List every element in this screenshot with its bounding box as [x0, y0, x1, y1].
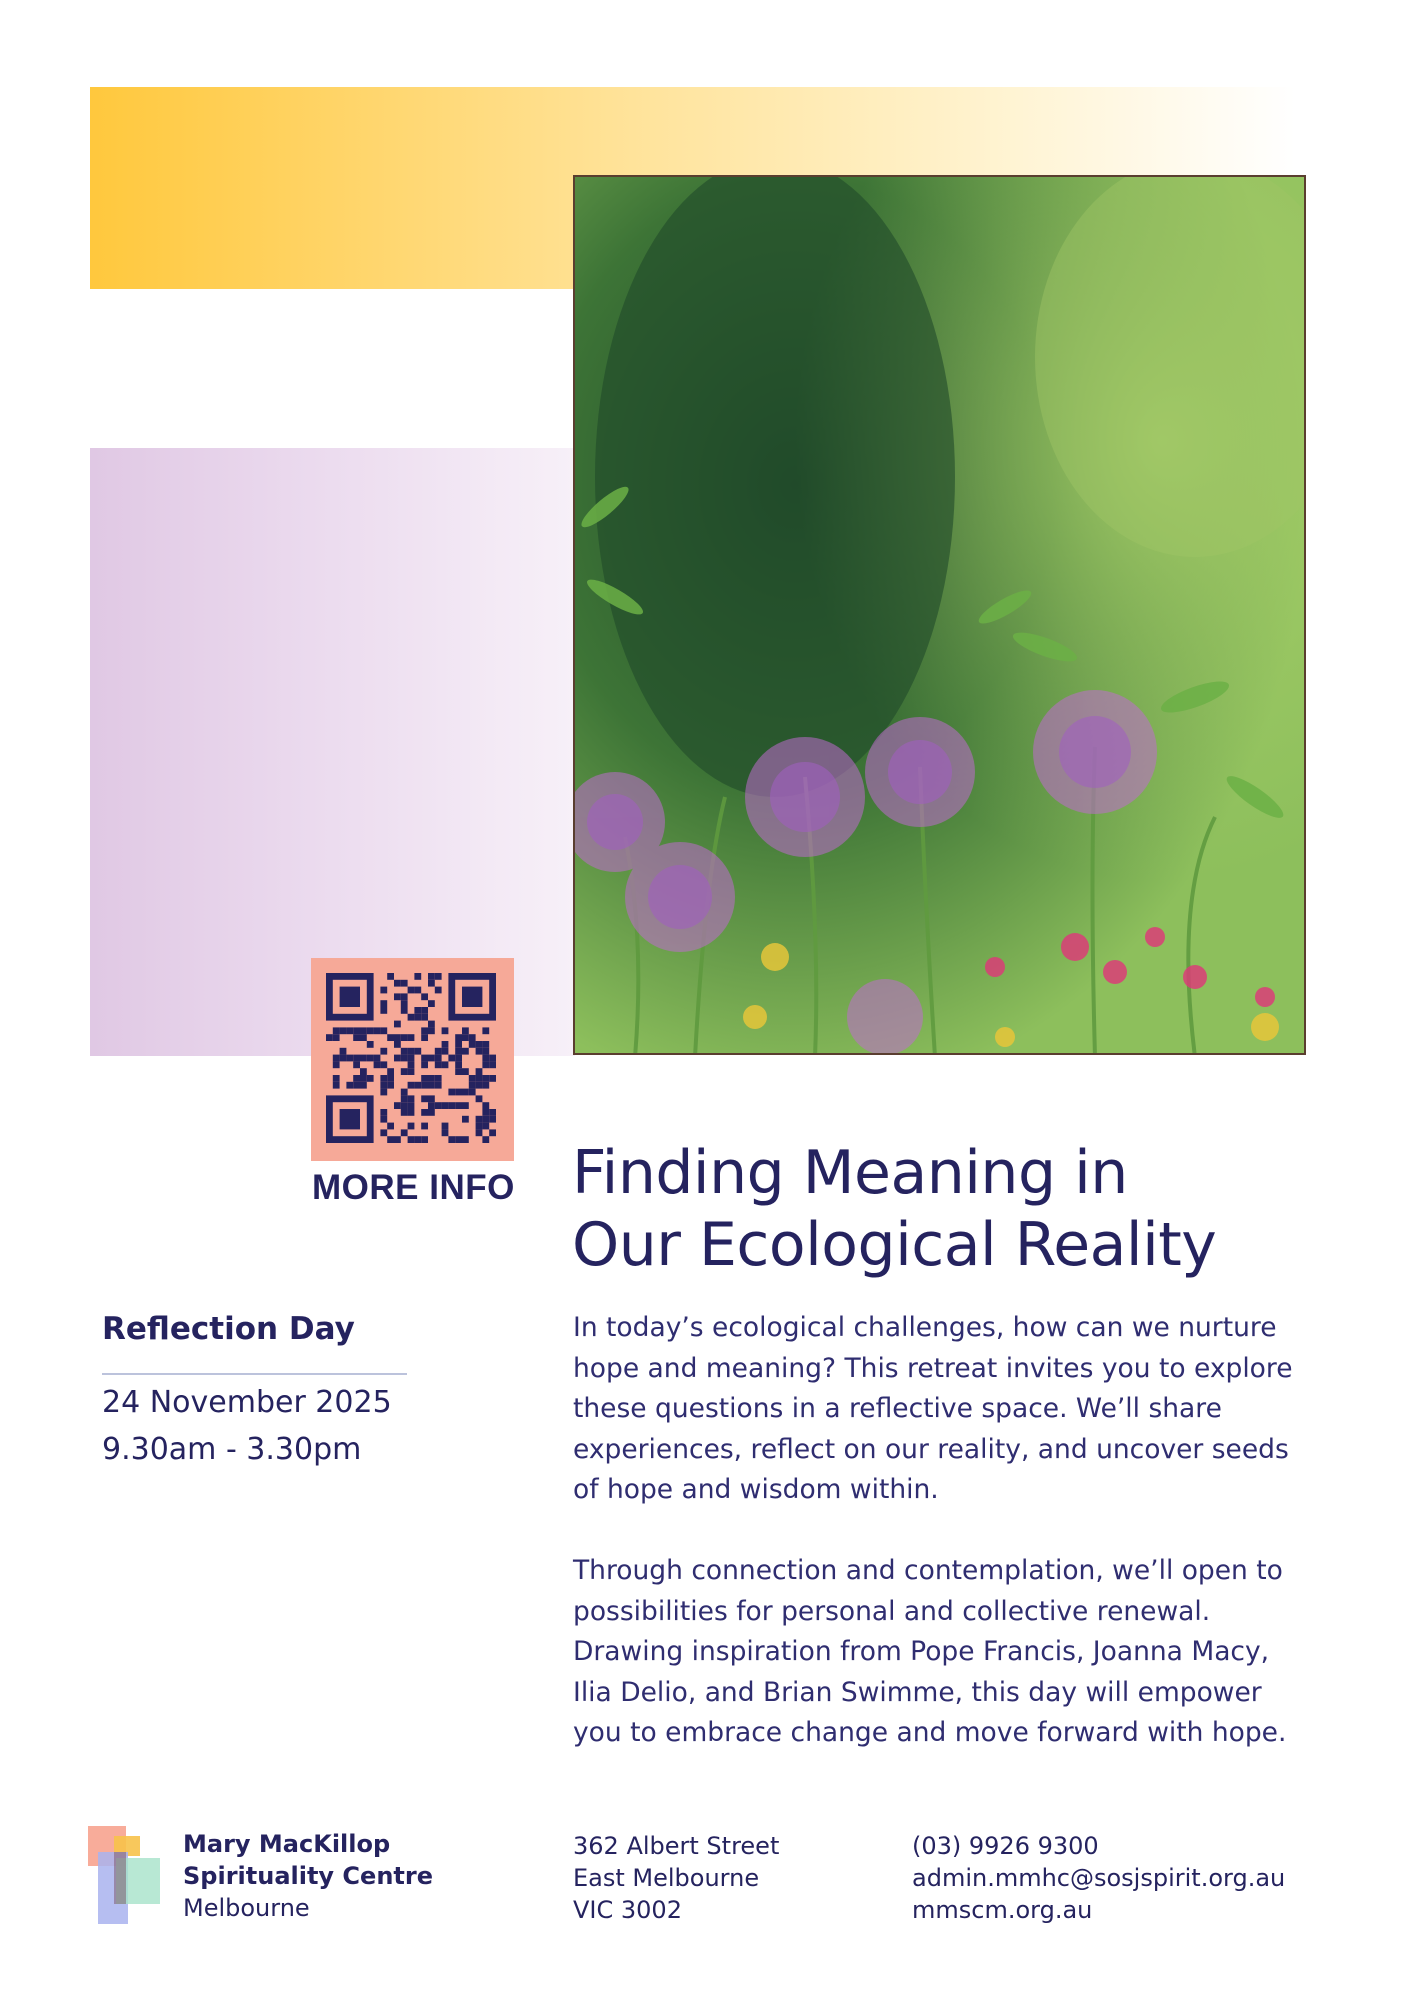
- event-title: [572, 1137, 1312, 1281]
- organisation-line3: Melbourne: [183, 1894, 310, 1922]
- address-suburb: East Melbourne: [573, 1864, 760, 1892]
- address-state: VIC 3002: [573, 1896, 682, 1924]
- organisation-line2: Spirituality Centre: [183, 1862, 433, 1890]
- organisation-name: [183, 1828, 433, 1924]
- organisation-logo-icon: [88, 1826, 162, 1924]
- allium-garden-photo: [573, 175, 1306, 1055]
- more-info-label: MORE INFO: [312, 1168, 515, 1207]
- address-street: 362 Albert Street: [573, 1832, 780, 1860]
- description-paragraph-2: Through connection and contemplation, we’ll open to possibilities for personal and collective renewal. Drawing inspiration from Pope Francis, Joanna Macy, Ilia Delio, and Brian Swimme, this day will empower you to embrace change and move forward with hope.: [573, 1555, 1287, 1748]
- organisation-line1: Mary MacKillop: [183, 1830, 391, 1858]
- description-paragraph-1: In today’s ecological challenges, how can we nurture hope and meaning? This retreat invites you to explore these questions in a reflective space. We’ll share experiences, reflect on our reality, and uncover seeds of hope and wisdom within.: [573, 1312, 1293, 1505]
- address-block: [573, 1830, 779, 1926]
- event-title-line1: Finding Meaning in: [572, 1138, 1128, 1208]
- contact-email[interactable]: admin.mmhc@sosjspirit.org.au: [912, 1864, 1286, 1892]
- contact-website[interactable]: mmscm.org.au: [912, 1896, 1093, 1924]
- qr-code[interactable]: [311, 958, 514, 1161]
- contact-block: [912, 1830, 1285, 1926]
- event-date: 24 November 2025: [102, 1385, 392, 1420]
- event-type: Reflection Day: [102, 1311, 355, 1347]
- divider: [102, 1373, 407, 1375]
- event-time: 9.30am - 3.30pm: [102, 1432, 362, 1467]
- event-title-line2: Our Ecological Reality: [572, 1210, 1217, 1280]
- contact-phone[interactable]: (03) 9926 9300: [912, 1832, 1099, 1860]
